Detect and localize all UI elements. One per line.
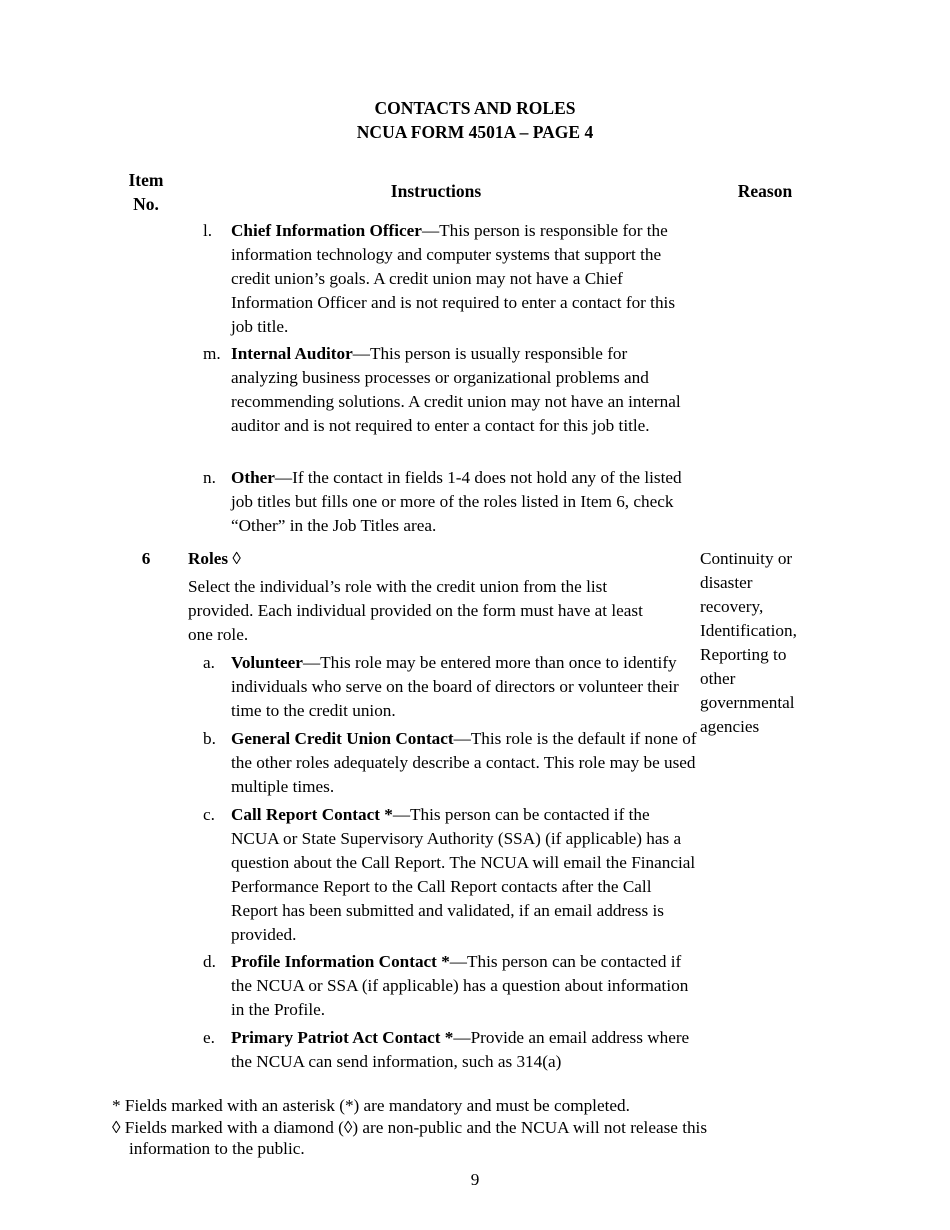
item-term: Volunteer [231, 653, 303, 672]
job-title-item-n [188, 466, 698, 538]
item-term: Chief Information Officer [231, 221, 422, 240]
item-letter: d. [203, 952, 216, 971]
item-number-6: 6 [141, 549, 151, 568]
item-letter: n. [203, 468, 216, 487]
item-text: —This person can be contacted if the NCUA or State Supervisory Authority (SSA) (if applicable) has a question about the Call Report. The NCUA will email the Financial Performance Report to the Call Report contacts after the Call Report has been submitted and validated, if an email address is provided. [231, 805, 696, 944]
item-text: —This role may be entered more than once to identify individuals who serve on the board of directors or volunteer their time to the credit union. [231, 653, 679, 720]
item-letter: a. [203, 653, 215, 672]
roles-reason: Continuity or disaster recovery, Identification, Reporting to other governmental agencies [700, 549, 797, 736]
item-text: —If the contact in fields 1-4 does not hold any of the listed job titles but fills one or more of the roles listed in Item 6, check “Other” in the Job Titles area. [231, 468, 682, 535]
item-term: Profile Information Contact * [231, 952, 450, 971]
page-title: CONTACTS AND ROLES [374, 98, 576, 118]
footnote-asterisk: * Fields marked with an asterisk (*) are mandatory and must be completed. [112, 1096, 630, 1115]
item-letter: l. [203, 221, 213, 240]
job-title-item-m [188, 342, 698, 438]
item-text: —Provide an email address where the NCUA can send information, such as 314(a) [231, 1028, 690, 1071]
form-subtitle: NCUA FORM 4501A – PAGE 4 [356, 122, 594, 142]
page-number: 9 [470, 1170, 480, 1189]
role-item-c [188, 803, 698, 947]
item-letter: m. [203, 344, 221, 363]
item-term: Call Report Contact * [231, 805, 393, 824]
footnote-diamond: ◊ Fields marked with a diamond (◊) are non-public and the NCUA will not release this information to the public. [112, 1117, 708, 1158]
role-item-a [188, 651, 698, 723]
item-term: Primary Patriot Act Contact * [231, 1028, 454, 1047]
role-item-e [188, 1026, 698, 1074]
item-term: General Credit Union Contact [231, 729, 454, 748]
item-letter: b. [203, 729, 216, 748]
item-term: Internal Auditor [231, 344, 353, 363]
item-term: Other [231, 468, 275, 487]
role-item-d [188, 950, 698, 1022]
role-item-b [188, 727, 698, 799]
column-header-reason: Reason [737, 181, 793, 201]
item-text: —This person can be contacted if the NCUA or SSA (if applicable) has a question about information in the Profile. [231, 952, 689, 1019]
job-title-item-l [188, 219, 698, 339]
item-text: —This person is usually responsible for analyzing business processes or organizational problems and recommending solutions. A credit union may not have an internal auditor and is not required to enter a contact for this job title. [231, 344, 681, 435]
item-letter: e. [203, 1028, 215, 1047]
roles-heading: Roles ◊ [188, 549, 241, 568]
column-header-instructions: Instructions [390, 181, 482, 201]
item-letter: c. [203, 805, 215, 824]
footnotes [112, 1095, 792, 1160]
roles-intro: Select the individual’s role with the credit union from the list provided. Each individual provided on the form must have at least one role. [188, 577, 643, 644]
column-header-item-no: Item No. [128, 170, 164, 214]
item-text: —This role is the default if none of the other roles adequately describe a contact. This role may be used multiple times. [231, 729, 697, 796]
item-text: —This person is responsible for the information technology and computer systems that support the credit union’s goals. A credit union may not have a Chief Information Officer and is not required to enter a contact for this job title. [231, 221, 676, 336]
